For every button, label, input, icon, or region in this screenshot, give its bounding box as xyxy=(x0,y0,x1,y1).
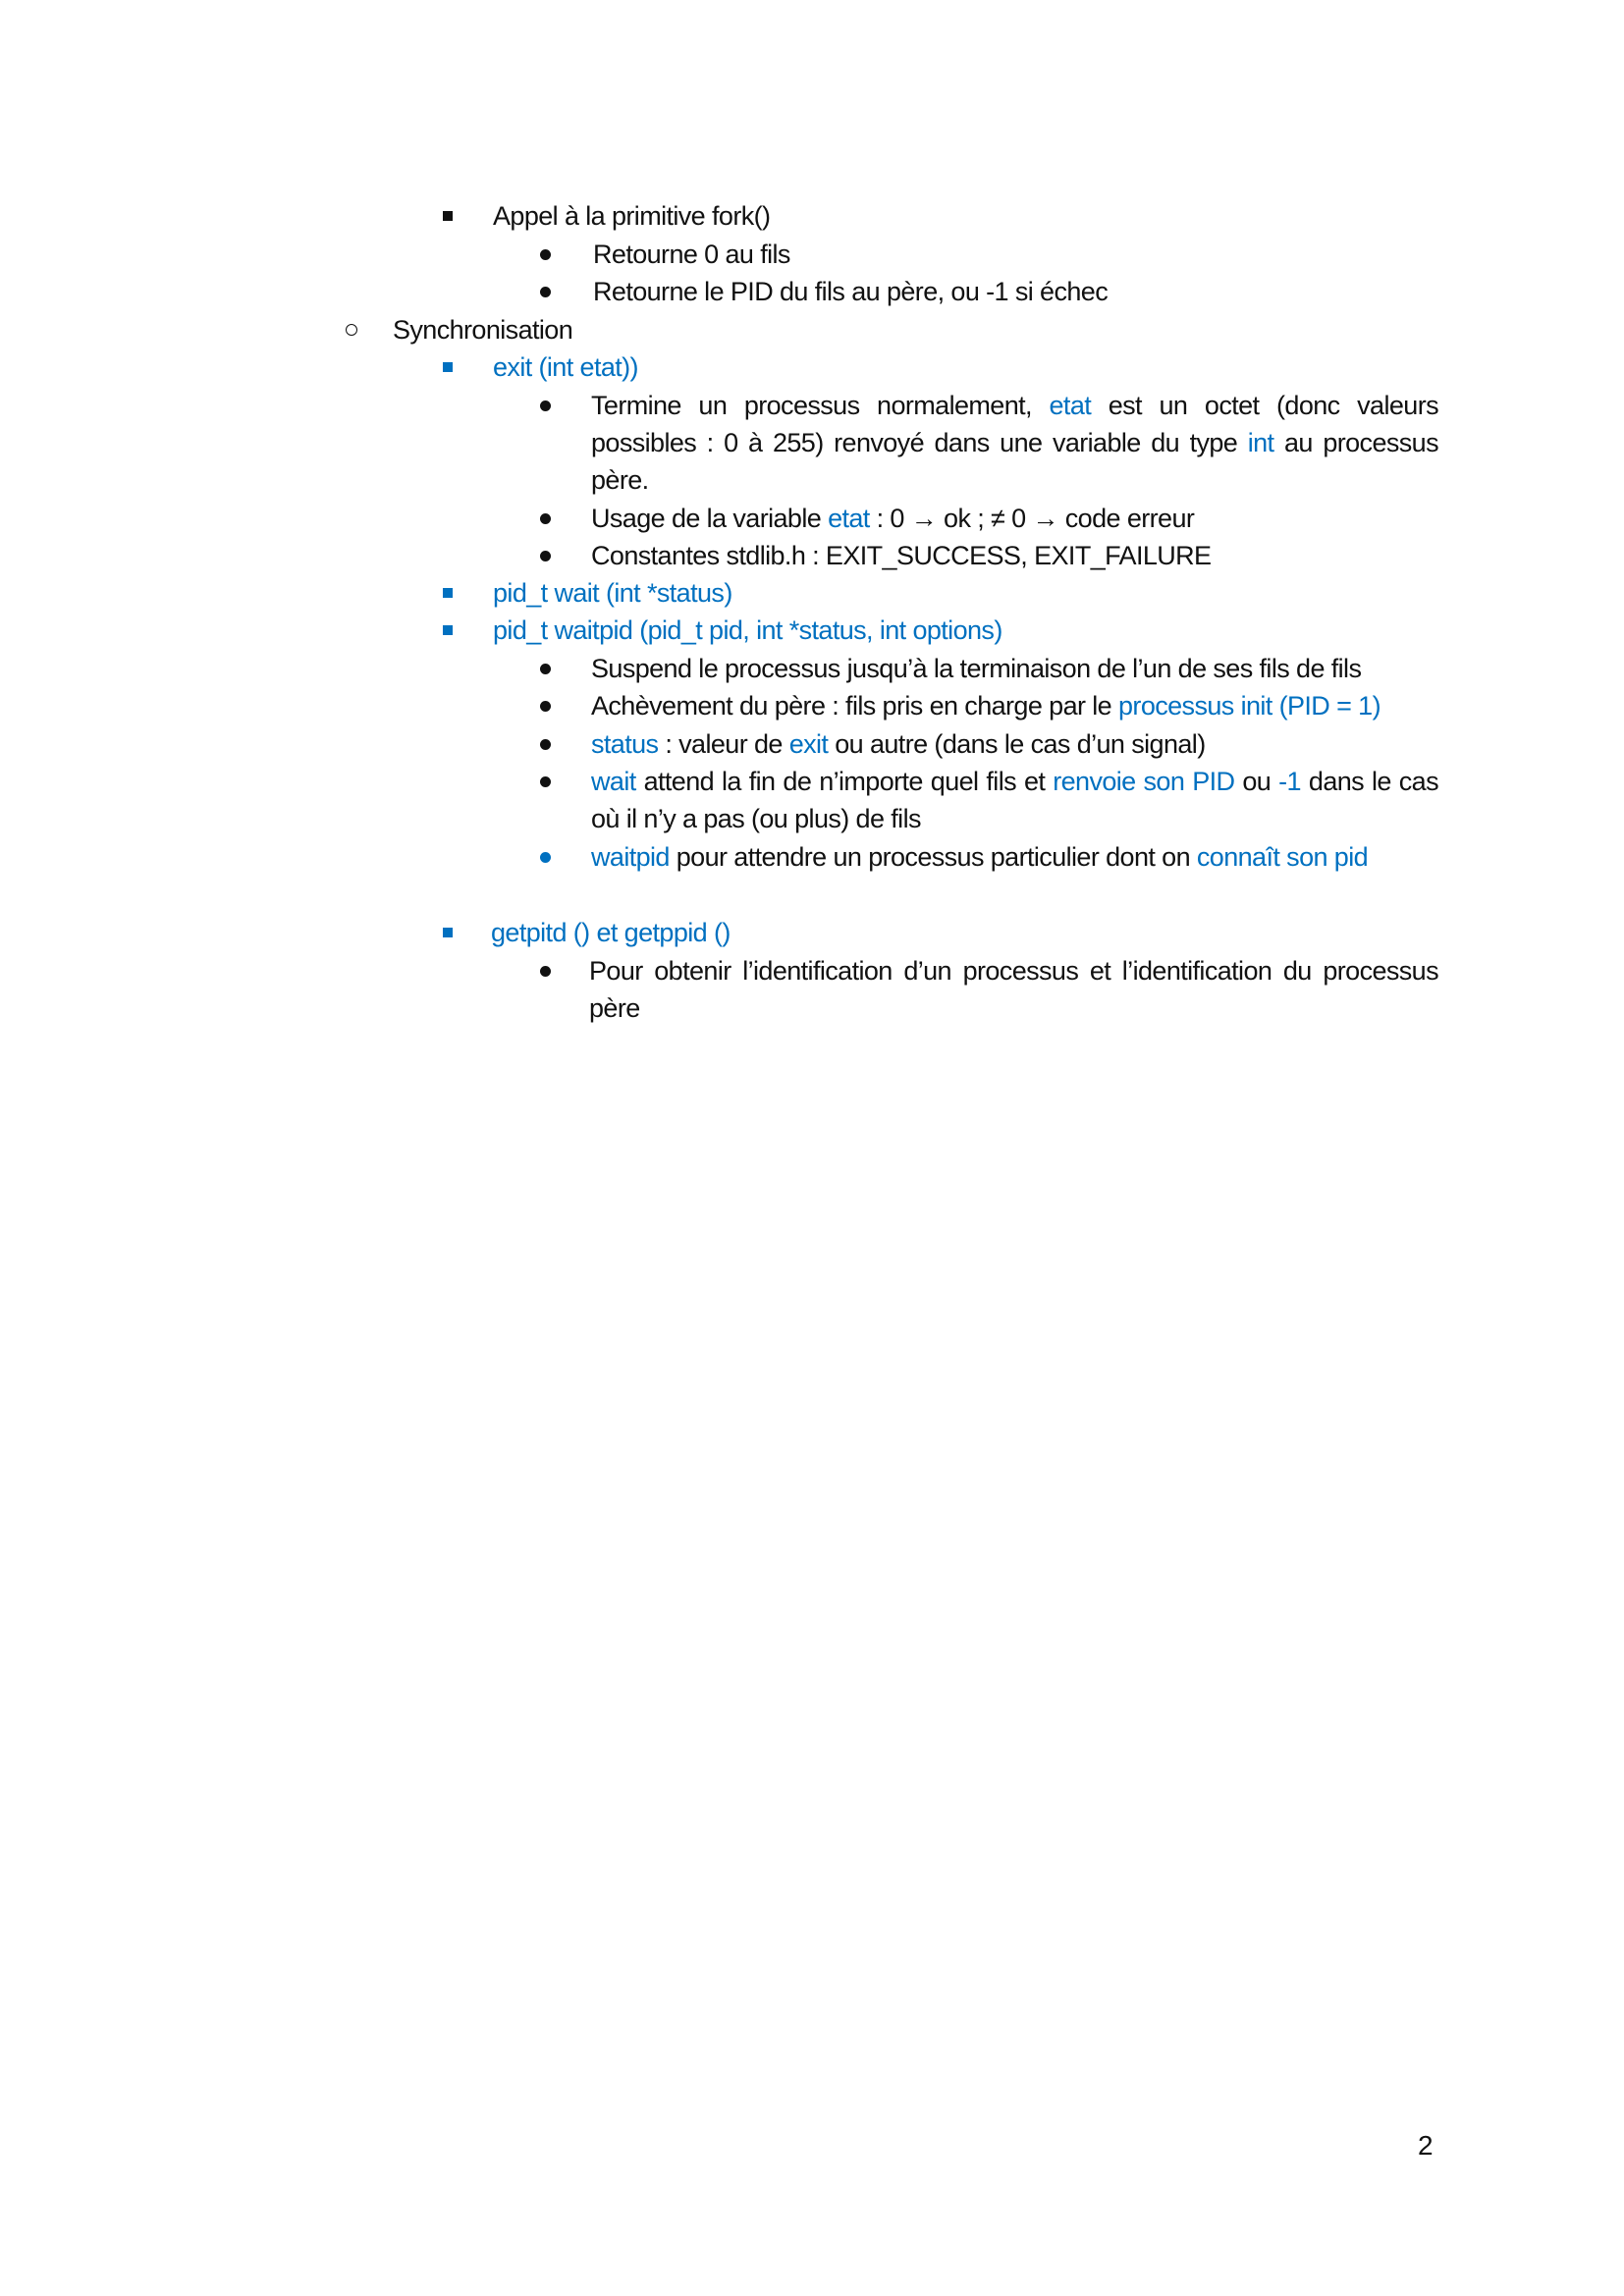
text: : valeur de xyxy=(658,729,789,759)
waitpid-desc xyxy=(591,838,1438,876)
page-number: 2 xyxy=(1418,2130,1434,2161)
list-item-fork-return-parent: Retourne le PID du fils au père, ou -1 si échec xyxy=(593,277,1109,306)
section-synchronisation: Synchronisation xyxy=(393,315,573,345)
round-bullet-icon xyxy=(540,249,551,260)
text: Termine un processus normalement, xyxy=(591,391,1050,420)
waitpid-status xyxy=(591,725,1206,763)
text: ou xyxy=(1234,767,1279,796)
list-item-getpid: getpitd () et getppid () xyxy=(491,918,731,947)
round-bullet-icon xyxy=(540,776,551,787)
round-bullet-icon xyxy=(540,852,551,863)
list-item-fork-return-child: Retourne 0 au fils xyxy=(593,240,790,269)
waitpid-suspend: Suspend le processus jusqu’à la terminaison de l’un de ses fils de fils xyxy=(591,654,1362,683)
square-bullet-icon xyxy=(443,588,453,598)
keyword-wait: wait xyxy=(591,767,636,796)
text: dans le cas où il n’y a pas (ou plus) de fils xyxy=(591,767,1438,833)
keyword-minus-one: -1 xyxy=(1278,767,1301,796)
keyword-init: processus init (PID = 1) xyxy=(1118,691,1380,721)
text: pour attendre un processus particulier dont on xyxy=(669,842,1197,872)
text: attend la fin de n’importe quel fils et xyxy=(635,767,1054,796)
getpid-desc: Pour obtenir l’identification d’un processus et l’identification du processus père xyxy=(589,956,1438,1023)
square-bullet-icon xyxy=(443,362,453,372)
round-bullet-icon xyxy=(540,701,551,712)
keyword-etat: etat xyxy=(828,504,870,533)
keyword-renvoie: renvoie son PID xyxy=(1053,767,1235,796)
square-bullet-icon xyxy=(443,928,453,937)
waitpid-wait-desc xyxy=(591,763,1438,837)
text: Achèvement du père : fils pris en charge par le xyxy=(591,691,1119,721)
round-bullet-icon xyxy=(540,400,551,411)
list-item-waitpid: pid_t waitpid (pid_t pid, int *status, int options) xyxy=(493,615,1002,645)
round-bullet-icon xyxy=(540,513,551,524)
list-item-exit: exit (int etat)) xyxy=(493,352,638,382)
list-item-fork: Appel à la primitive fork() xyxy=(493,201,771,231)
keyword-connait: connaît son pid xyxy=(1196,842,1369,872)
keyword-status: status xyxy=(591,729,659,759)
exit-usage xyxy=(591,500,1194,537)
keyword-exit: exit xyxy=(788,729,829,759)
text: : 0 → ok ; ≠ 0 → code erreur xyxy=(869,504,1195,533)
round-bullet-icon xyxy=(540,966,551,977)
exit-description xyxy=(591,387,1438,499)
exit-constants: Constantes stdlib.h : EXIT_SUCCESS, EXIT_FAILURE xyxy=(591,541,1212,570)
square-bullet-icon xyxy=(443,625,453,635)
text: au processus père. xyxy=(591,428,1438,495)
keyword-int: int xyxy=(1247,428,1274,457)
text: ou autre (dans le cas d’un signal) xyxy=(828,729,1206,759)
round-bullet-icon xyxy=(540,287,551,297)
keyword-waitpid: waitpid xyxy=(591,842,670,872)
round-bullet-icon xyxy=(540,551,551,561)
round-bullet-icon xyxy=(540,739,551,750)
keyword-etat: etat xyxy=(1049,391,1092,420)
waitpid-parent-end xyxy=(591,687,1380,724)
text: Usage de la variable xyxy=(591,504,829,533)
round-bullet-icon xyxy=(540,664,551,674)
list-item-wait: pid_t wait (int *status) xyxy=(493,578,732,608)
text: est un octet (donc valeurs possibles : 0 à 255) renvoyé dans une variable du type xyxy=(591,391,1438,457)
circle-bullet-icon xyxy=(346,324,357,336)
square-bullet-icon xyxy=(443,211,453,221)
